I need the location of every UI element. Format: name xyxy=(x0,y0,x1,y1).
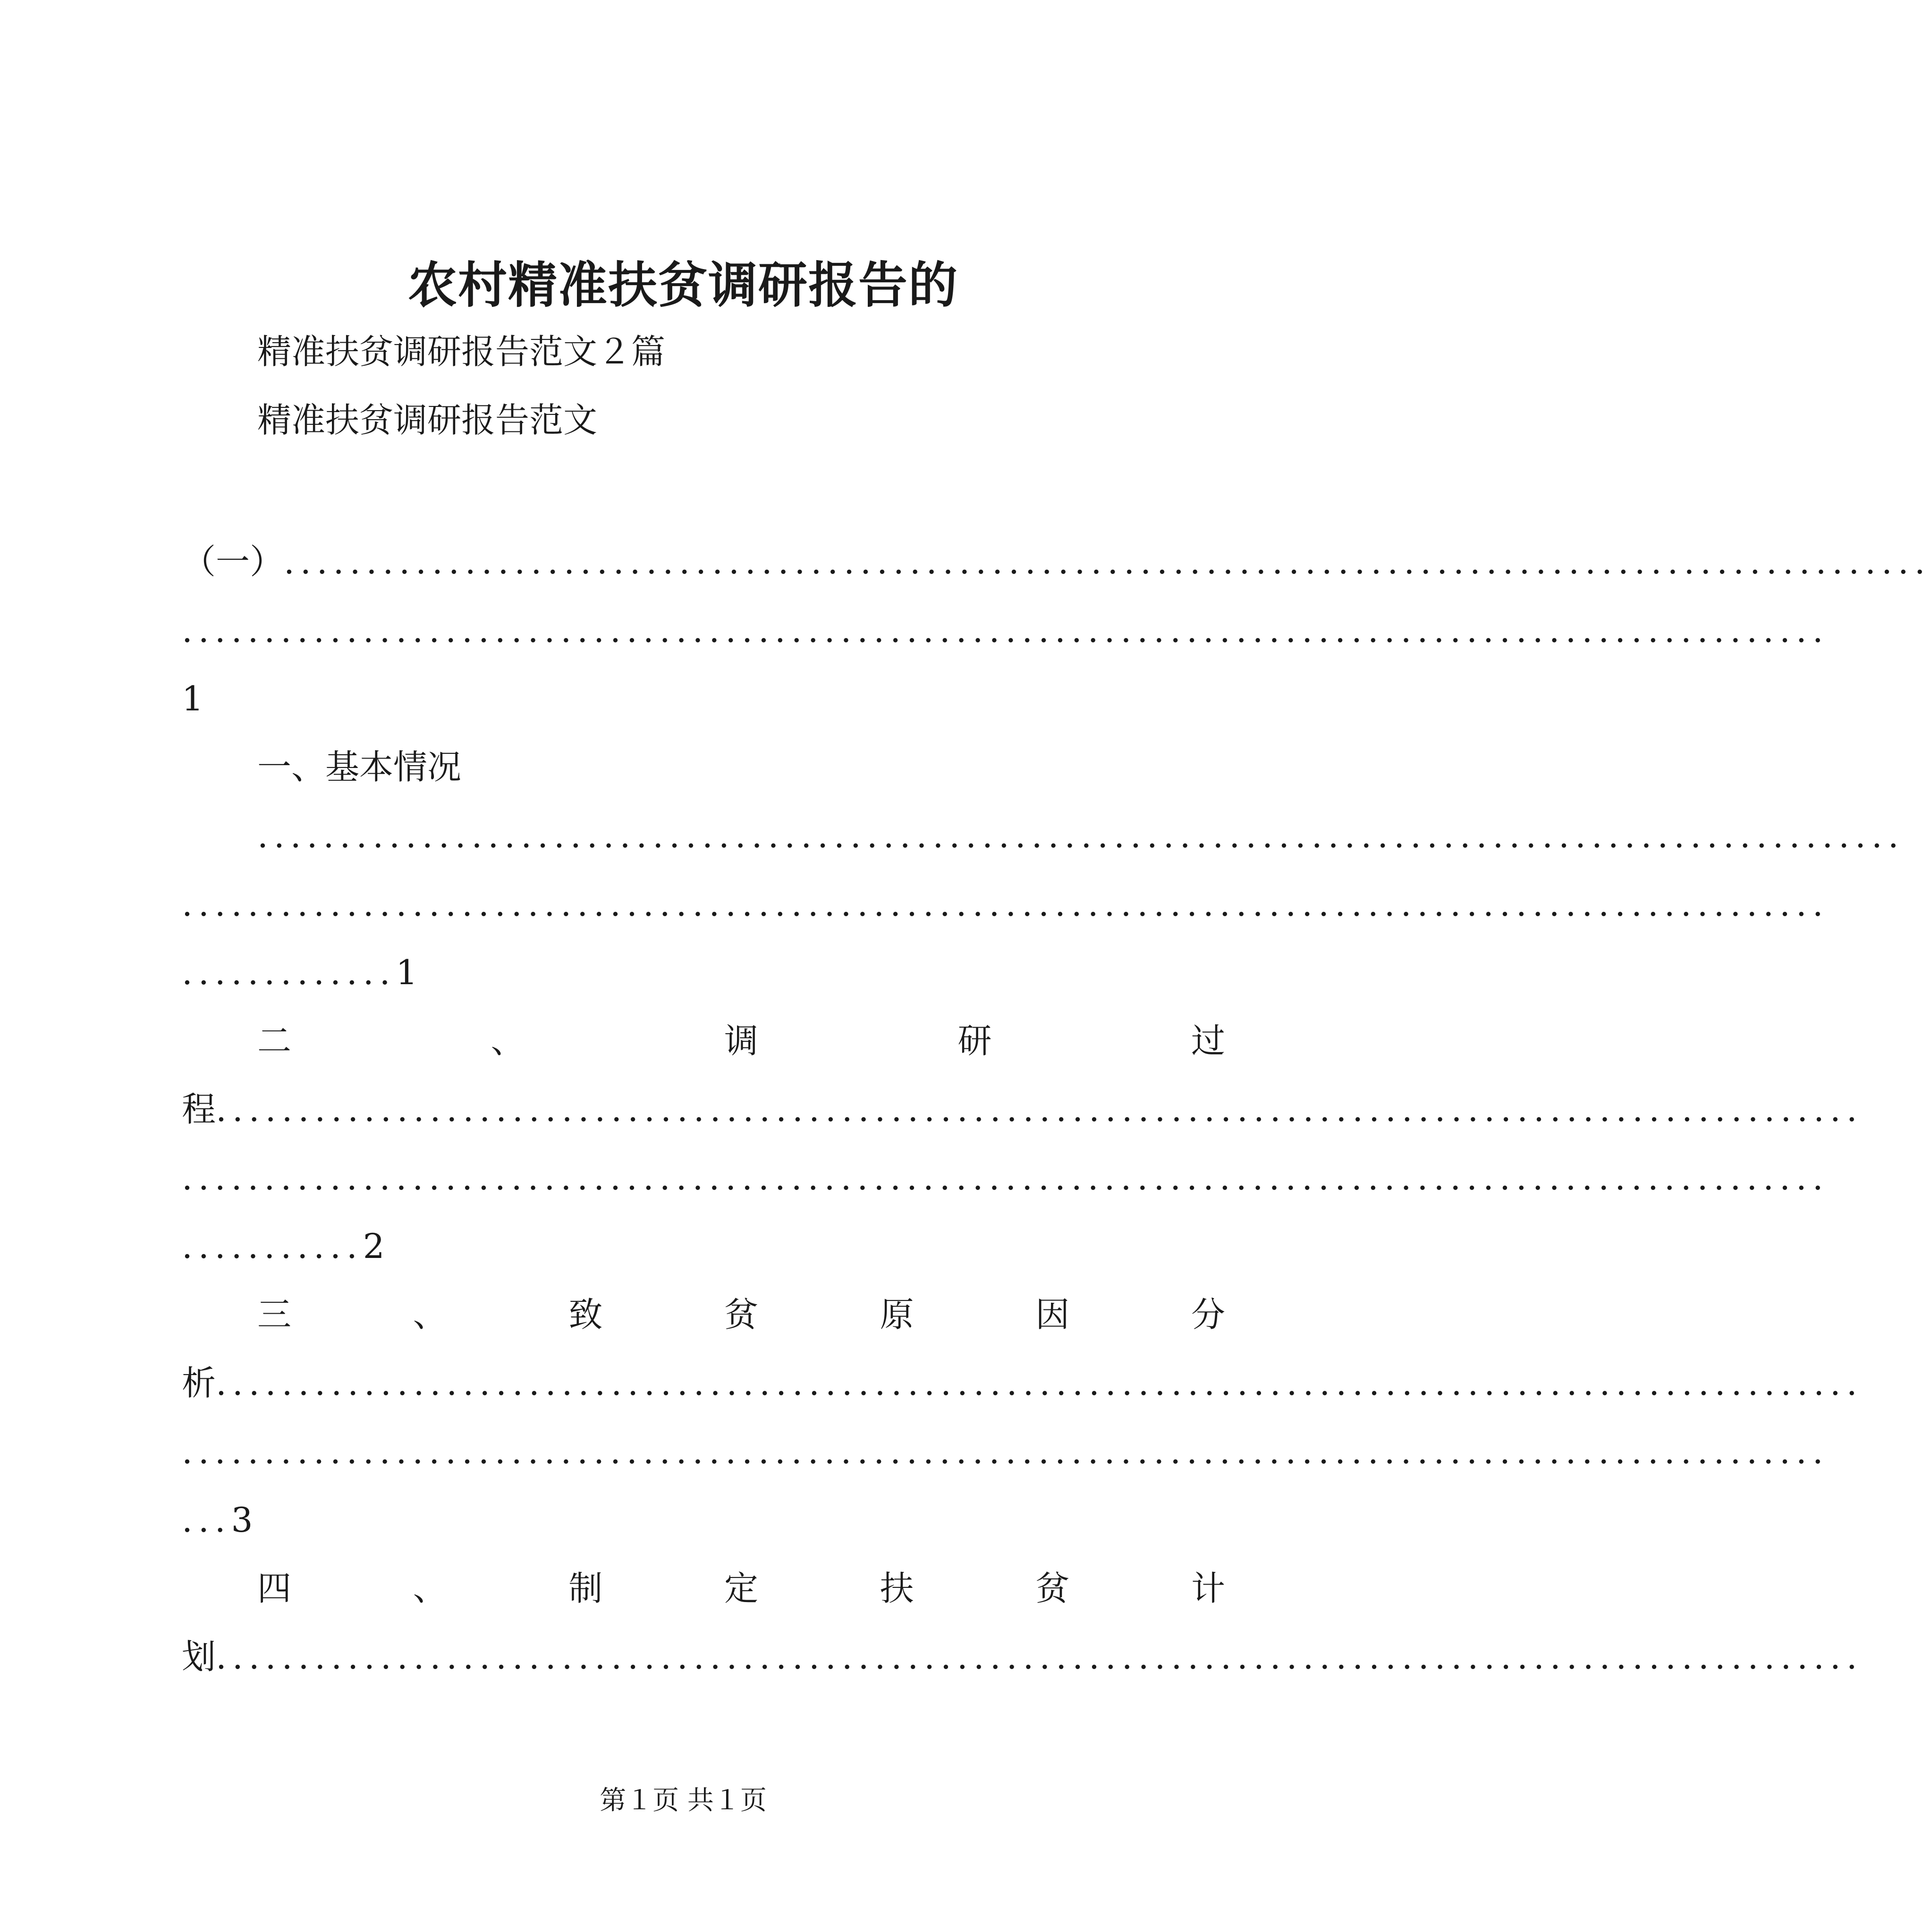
toc-section-label: （一） xyxy=(182,542,284,582)
toc-leader-short: ... xyxy=(182,1500,231,1540)
toc-leader-line xyxy=(182,1152,1829,1204)
toc-page-number: 1 xyxy=(182,679,203,718)
toc-leader-line xyxy=(257,810,1905,861)
toc-item-poverty-plan xyxy=(257,1562,1225,1614)
toc-item-basic-situation: 一、基本情况 xyxy=(257,747,462,787)
toc-page-number: 3 xyxy=(231,1500,253,1540)
toc-leader-line xyxy=(182,604,1829,656)
toc-leader: .................................................................................................... xyxy=(216,1089,1863,1129)
toc-item-research-process xyxy=(257,1015,1225,1067)
toc-item-1-page-line xyxy=(182,946,1225,998)
document-title: 农村精准扶贫调研报告的 xyxy=(407,256,958,314)
page-footer: 第１页 共１页 xyxy=(600,1785,767,1816)
toc-item-poverty-causes xyxy=(257,1289,1225,1341)
toc-leader: .................................................................................................... xyxy=(182,1158,1829,1198)
toc-char: 程 xyxy=(182,1089,216,1129)
toc-leader: .................................................................................................... xyxy=(216,1637,1863,1677)
toc-item-2-tail xyxy=(182,1083,1863,1135)
toc-char: 致 xyxy=(568,1295,603,1334)
toc-item-2-page-line xyxy=(182,1220,1225,1272)
toc-char: 贫 xyxy=(1035,1569,1070,1608)
subtitle-line-2: 精准扶贫调研报告范文 xyxy=(257,400,598,440)
toc-item-3-page-line xyxy=(182,1494,1225,1546)
toc-item-3-tail xyxy=(182,1357,1863,1409)
subtitle-line-1: 精准扶贫调研报告范文２篇 xyxy=(257,332,666,371)
toc-leader: .................................................................................................... xyxy=(182,884,1829,924)
toc-char: 二 xyxy=(257,1021,292,1061)
toc-char: 分 xyxy=(1191,1295,1225,1334)
toc-char: 过 xyxy=(1191,1021,1225,1061)
toc-char: 研 xyxy=(957,1021,992,1061)
toc-char: 析 xyxy=(182,1363,216,1403)
toc-char: 贫 xyxy=(724,1295,758,1334)
toc-char: 、 xyxy=(413,1295,447,1334)
toc-char: 计 xyxy=(1191,1569,1225,1608)
toc-leader: .................................................................................................... xyxy=(182,1432,1829,1471)
toc-section-one xyxy=(182,536,1931,588)
toc-char: 划 xyxy=(182,1637,216,1677)
toc-leader-line xyxy=(182,878,1829,930)
toc-leader-line xyxy=(182,1426,1829,1477)
toc-leader-short: ........... xyxy=(182,1226,363,1266)
toc-leader-short: ............. xyxy=(182,953,396,992)
toc-char: 定 xyxy=(724,1569,758,1608)
toc-char: 制 xyxy=(568,1569,603,1608)
toc-char: 四 xyxy=(257,1569,292,1608)
toc-leader: .................................................................................................... xyxy=(216,1363,1863,1403)
toc-char: 因 xyxy=(1035,1295,1070,1334)
toc-page-number: 1 xyxy=(396,953,418,992)
toc-leader: .................................................................................................... xyxy=(257,816,1905,855)
toc-char: 三 xyxy=(257,1295,292,1334)
toc-char: 原 xyxy=(880,1295,914,1334)
toc-char: 扶 xyxy=(880,1569,914,1608)
toc-char: 调 xyxy=(724,1021,758,1061)
toc-page-number: 2 xyxy=(363,1226,385,1266)
toc-item-4-tail xyxy=(182,1631,1863,1683)
toc-leader: .................................................................................................... xyxy=(284,542,1931,582)
toc-leader: .................................................................................................... xyxy=(182,610,1829,650)
toc-char: 、 xyxy=(491,1021,525,1061)
toc-char: 、 xyxy=(413,1569,447,1608)
